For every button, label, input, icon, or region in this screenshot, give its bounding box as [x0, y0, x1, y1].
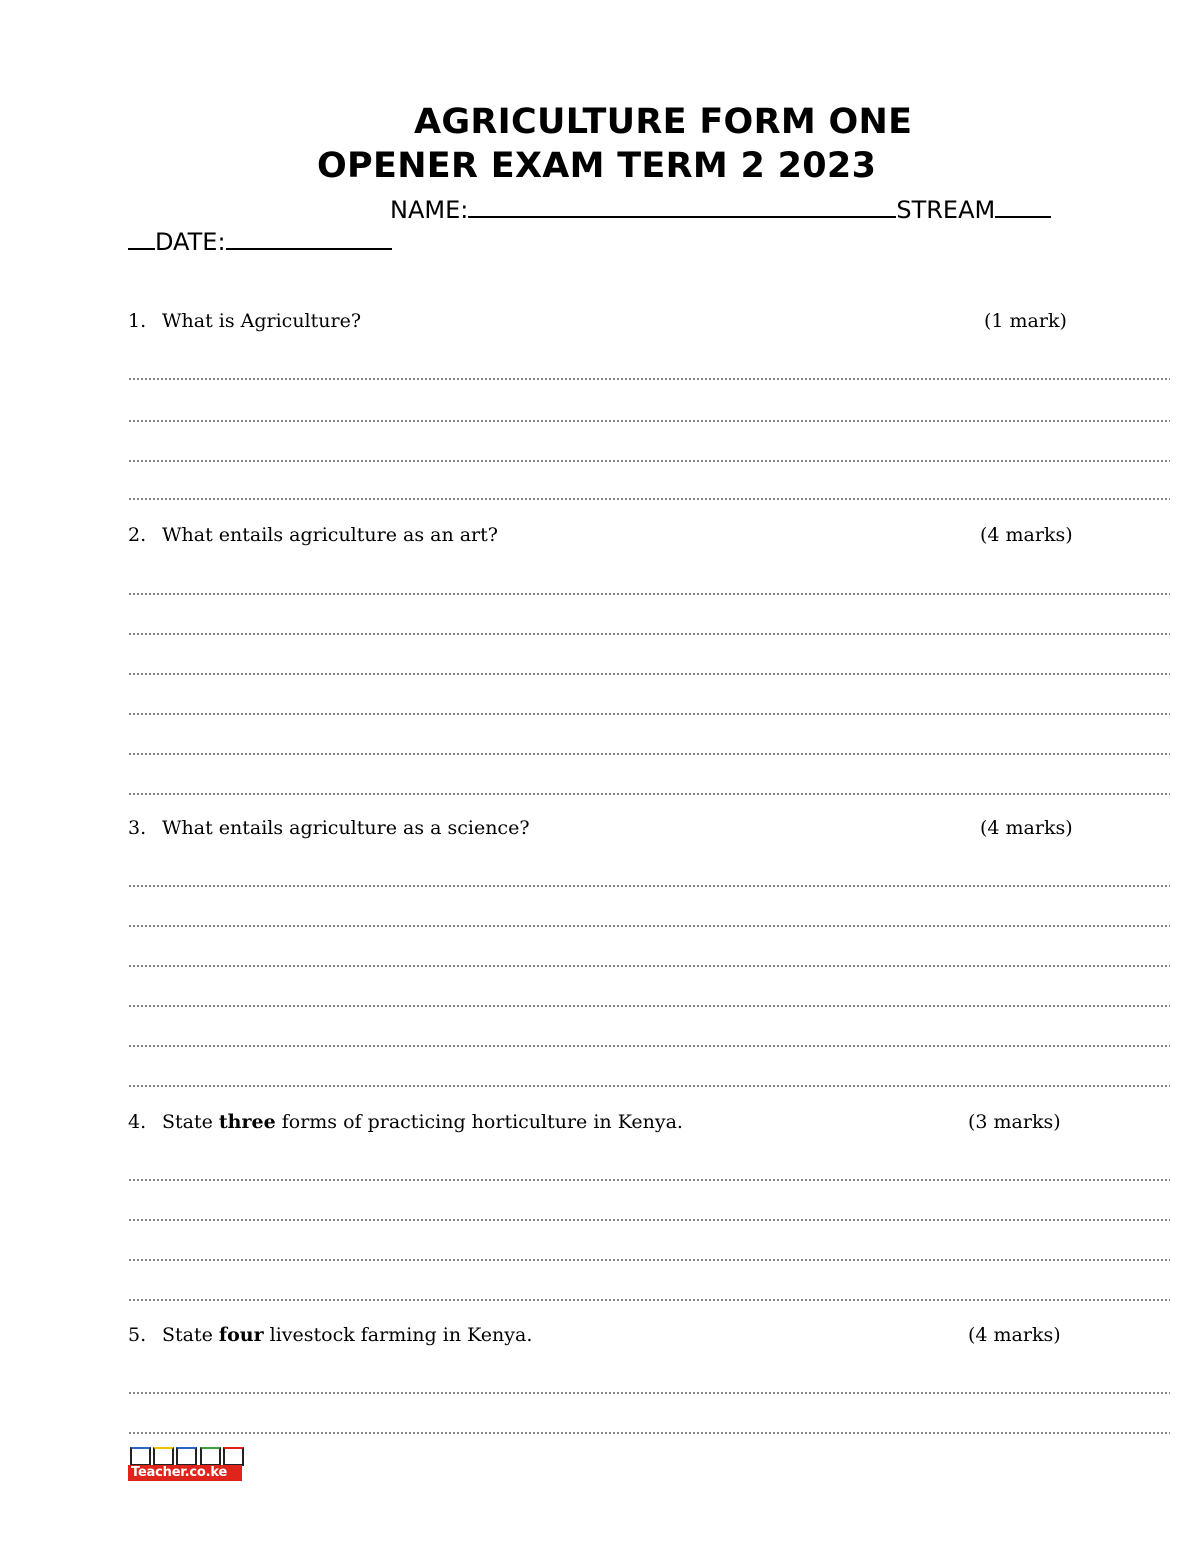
answer-line[interactable] — [128, 632, 1170, 636]
date-field[interactable] — [226, 228, 392, 250]
answer-line[interactable] — [128, 1044, 1170, 1048]
name-label: NAME: — [390, 196, 469, 224]
question-text — [162, 1322, 532, 1348]
question-number: 5. — [128, 1324, 147, 1346]
question-marks: (4 marks) — [968, 1324, 1061, 1346]
logo-square-icon — [153, 1447, 174, 1466]
question-number: 2. — [128, 524, 147, 546]
answer-line[interactable] — [128, 592, 1170, 596]
question-marks: (1 mark) — [984, 310, 1067, 332]
question-4 — [128, 1109, 1073, 1135]
question-number: 1. — [128, 310, 147, 332]
question-2 — [128, 522, 1073, 548]
stream-field[interactable] — [995, 196, 1051, 218]
answer-line[interactable] — [128, 924, 1170, 928]
question-text-emphasis: three — [218, 1111, 276, 1133]
question-5 — [128, 1322, 1073, 1348]
exam-title-line-1: AGRICULTURE FORM ONE — [414, 102, 913, 142]
logo-square-icon — [176, 1447, 197, 1466]
answer-line[interactable] — [128, 1391, 1170, 1395]
question-text-start: State — [162, 1324, 219, 1346]
answer-line[interactable] — [128, 1084, 1170, 1088]
question-number: 4. — [128, 1111, 147, 1133]
question-marks: (4 marks) — [980, 524, 1073, 546]
question-marks: (4 marks) — [980, 817, 1073, 839]
answer-line[interactable] — [128, 672, 1170, 676]
answer-line[interactable] — [128, 712, 1170, 716]
answer-line[interactable] — [128, 1431, 1170, 1435]
date-label: DATE: — [155, 228, 226, 256]
question-text: What is Agriculture? — [162, 310, 362, 332]
date-row — [128, 228, 392, 254]
answer-line[interactable] — [128, 964, 1170, 968]
question-text-start: State — [162, 1111, 219, 1133]
stream-field-continued[interactable] — [128, 228, 155, 250]
question-number: 3. — [128, 817, 147, 839]
teacher-co-ke-logo — [128, 1444, 244, 1482]
answer-line[interactable] — [128, 1218, 1170, 1222]
question-text-emphasis: four — [218, 1324, 264, 1346]
answer-line[interactable] — [128, 1298, 1170, 1302]
answer-line[interactable] — [128, 377, 1170, 381]
answer-line[interactable] — [128, 459, 1170, 463]
answer-line[interactable] — [128, 1178, 1170, 1182]
logo-text: Teacher.co.ke — [131, 1465, 228, 1480]
answer-line[interactable] — [128, 1004, 1170, 1008]
answer-line[interactable] — [128, 419, 1170, 423]
question-marks: (3 marks) — [968, 1111, 1061, 1133]
answer-line[interactable] — [128, 752, 1170, 756]
answer-line[interactable] — [128, 497, 1170, 501]
answer-line[interactable] — [128, 1258, 1170, 1262]
question-text: What entails agriculture as an art? — [162, 524, 498, 546]
stream-label: STREAM — [896, 196, 996, 224]
question-text: What entails agriculture as a science? — [162, 817, 530, 839]
name-field[interactable] — [468, 196, 896, 218]
logo-square-icon — [223, 1447, 244, 1466]
exam-title-line-2: OPENER EXAM TERM 2 2023 — [317, 146, 877, 186]
logo-square-icon — [130, 1447, 151, 1466]
question-text-end: forms of practicing horticulture in Kenya. — [275, 1111, 683, 1133]
question-text-end: livestock farming in Kenya. — [263, 1324, 533, 1346]
name-stream-row — [390, 196, 1051, 222]
logo-square-icon — [200, 1447, 221, 1466]
answer-line[interactable] — [128, 792, 1170, 796]
question-text — [162, 1109, 683, 1135]
answer-line[interactable] — [128, 884, 1170, 888]
question-3 — [128, 815, 1073, 841]
question-1 — [128, 308, 1073, 334]
